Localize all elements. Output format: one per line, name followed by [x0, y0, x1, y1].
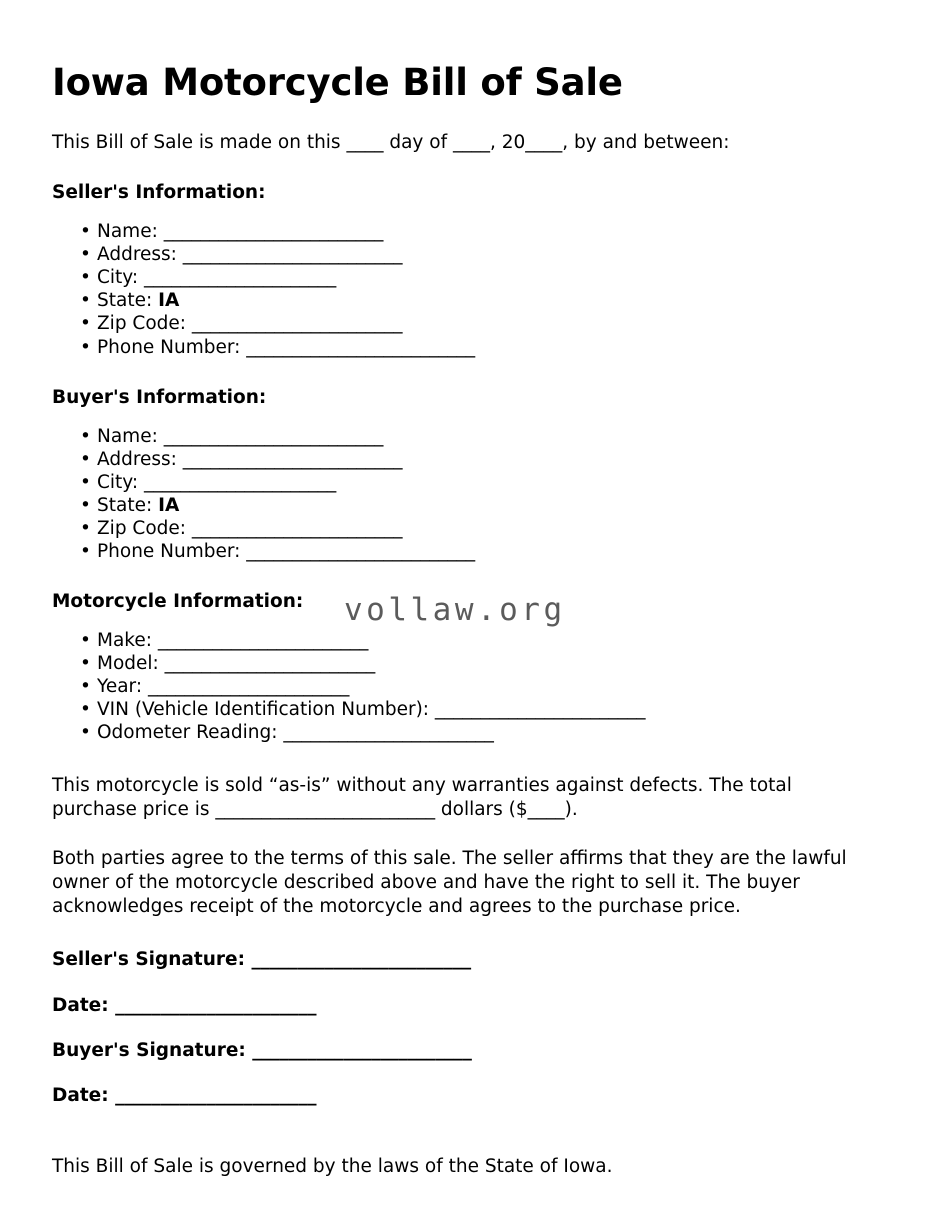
- field-label: State:: [97, 494, 159, 516]
- list-item: [52, 266, 875, 289]
- field-label: Name:: [97, 425, 164, 447]
- signature-blank[interactable]: ________________________: [251, 949, 472, 971]
- list-item: [52, 289, 875, 312]
- as-is-prefix: This motorcycle is sold “as-is” without any warranties against defects. The total purchase price is: [52, 775, 792, 820]
- field-value: IA: [158, 290, 180, 312]
- motorcycle-section-heading: Motorcycle Information:: [52, 590, 304, 612]
- list-item: [52, 494, 875, 517]
- field-label: Address:: [97, 448, 183, 470]
- agreement-paragraph: Both parties agree to the terms of this sale. The seller affirms that they are the lawful owner of the motorcycle described above and have the right to sell it. The buyer acknowledges receipt of the motorcycle and agrees to the purchase price.: [52, 848, 847, 917]
- seller-section-heading: Seller's Information:: [52, 182, 266, 204]
- field-label: Odometer Reading:: [97, 722, 284, 744]
- motorcycle-field-list: [52, 613, 875, 744]
- as-is-paragraph: [52, 744, 875, 821]
- field-label: Zip Code:: [97, 313, 192, 335]
- list-item: [52, 675, 875, 698]
- list-item: [52, 220, 875, 243]
- field-blank[interactable]: _____________________: [144, 471, 337, 493]
- list-item: [52, 629, 875, 652]
- signature-label: Date:: [52, 994, 116, 1016]
- field-blank[interactable]: ______________________: [147, 676, 350, 698]
- as-is-suffix: dollars ($____).: [435, 798, 578, 820]
- signature-blank[interactable]: ________________________: [252, 1039, 472, 1061]
- purchase-price-blank[interactable]: ________________________: [215, 798, 435, 820]
- buyer-signature-line: [52, 1017, 875, 1062]
- field-blank[interactable]: _______________________: [191, 517, 403, 539]
- field-blank[interactable]: _______________________: [164, 653, 376, 674]
- list-item: [52, 517, 875, 540]
- field-blank[interactable]: ________________________: [163, 221, 384, 243]
- field-label: Name:: [97, 221, 164, 243]
- document-body: [52, 0, 875, 1198]
- signature-blank[interactable]: ______________________: [115, 1084, 317, 1106]
- field-blank[interactable]: ________________________: [163, 425, 384, 447]
- field-blank[interactable]: ________________________: [182, 244, 403, 266]
- list-item: [52, 448, 875, 471]
- field-label: Make:: [97, 629, 158, 651]
- field-blank[interactable]: _______________________: [157, 629, 369, 651]
- field-label: Model:: [97, 653, 165, 674]
- field-blank[interactable]: _______________________: [434, 699, 646, 721]
- signature-label: Buyer's Signature:: [52, 1039, 253, 1061]
- field-label: Phone Number:: [97, 540, 247, 562]
- watermark-vollaw: vollaw.org: [344, 592, 566, 628]
- signature-label: Date:: [52, 1084, 116, 1106]
- list-item: [52, 698, 875, 721]
- seller-date-line: [52, 972, 875, 1017]
- field-blank[interactable]: _________________________: [246, 336, 476, 358]
- buyer-date-line: [52, 1062, 875, 1107]
- list-item: [52, 652, 875, 675]
- list-item: [52, 425, 875, 448]
- field-label: State:: [97, 290, 159, 312]
- buyer-section-heading: Buyer's Information:: [52, 386, 267, 408]
- intro-paragraph: This Bill of Sale is made on this ____ day of ____, 20____, by and between:: [52, 131, 730, 153]
- signature-blank[interactable]: ______________________: [115, 994, 317, 1016]
- field-label: Zip Code:: [97, 517, 192, 539]
- page-title: Iowa Motorcycle Bill of Sale: [52, 61, 623, 104]
- seller-field-list: [52, 204, 875, 358]
- governing-law-text: This Bill of Sale is governed by the laws of the State of Iowa.: [52, 1156, 613, 1178]
- field-label: City:: [97, 471, 145, 493]
- list-item: [52, 471, 875, 494]
- buyer-field-list: [52, 409, 875, 563]
- field-label: Phone Number:: [97, 336, 247, 358]
- list-item: [52, 336, 875, 359]
- field-blank[interactable]: _______________________: [283, 722, 494, 744]
- list-item: [52, 243, 875, 266]
- field-blank[interactable]: ________________________: [182, 448, 403, 470]
- list-item: [52, 721, 875, 744]
- field-label: City:: [97, 267, 145, 289]
- field-blank[interactable]: _______________________: [191, 313, 403, 335]
- seller-signature-line: [52, 948, 875, 971]
- signature-label: Seller's Signature:: [52, 949, 252, 971]
- signature-block: [52, 918, 875, 1107]
- field-label: Address:: [97, 244, 183, 266]
- field-blank[interactable]: _____________________: [144, 267, 337, 289]
- list-item: [52, 540, 875, 563]
- field-value: IA: [158, 494, 180, 516]
- field-label: Year:: [97, 676, 148, 698]
- field-label: VIN (Vehicle Identification Number):: [97, 699, 435, 721]
- list-item: [52, 312, 875, 335]
- field-blank[interactable]: _________________________: [246, 540, 476, 562]
